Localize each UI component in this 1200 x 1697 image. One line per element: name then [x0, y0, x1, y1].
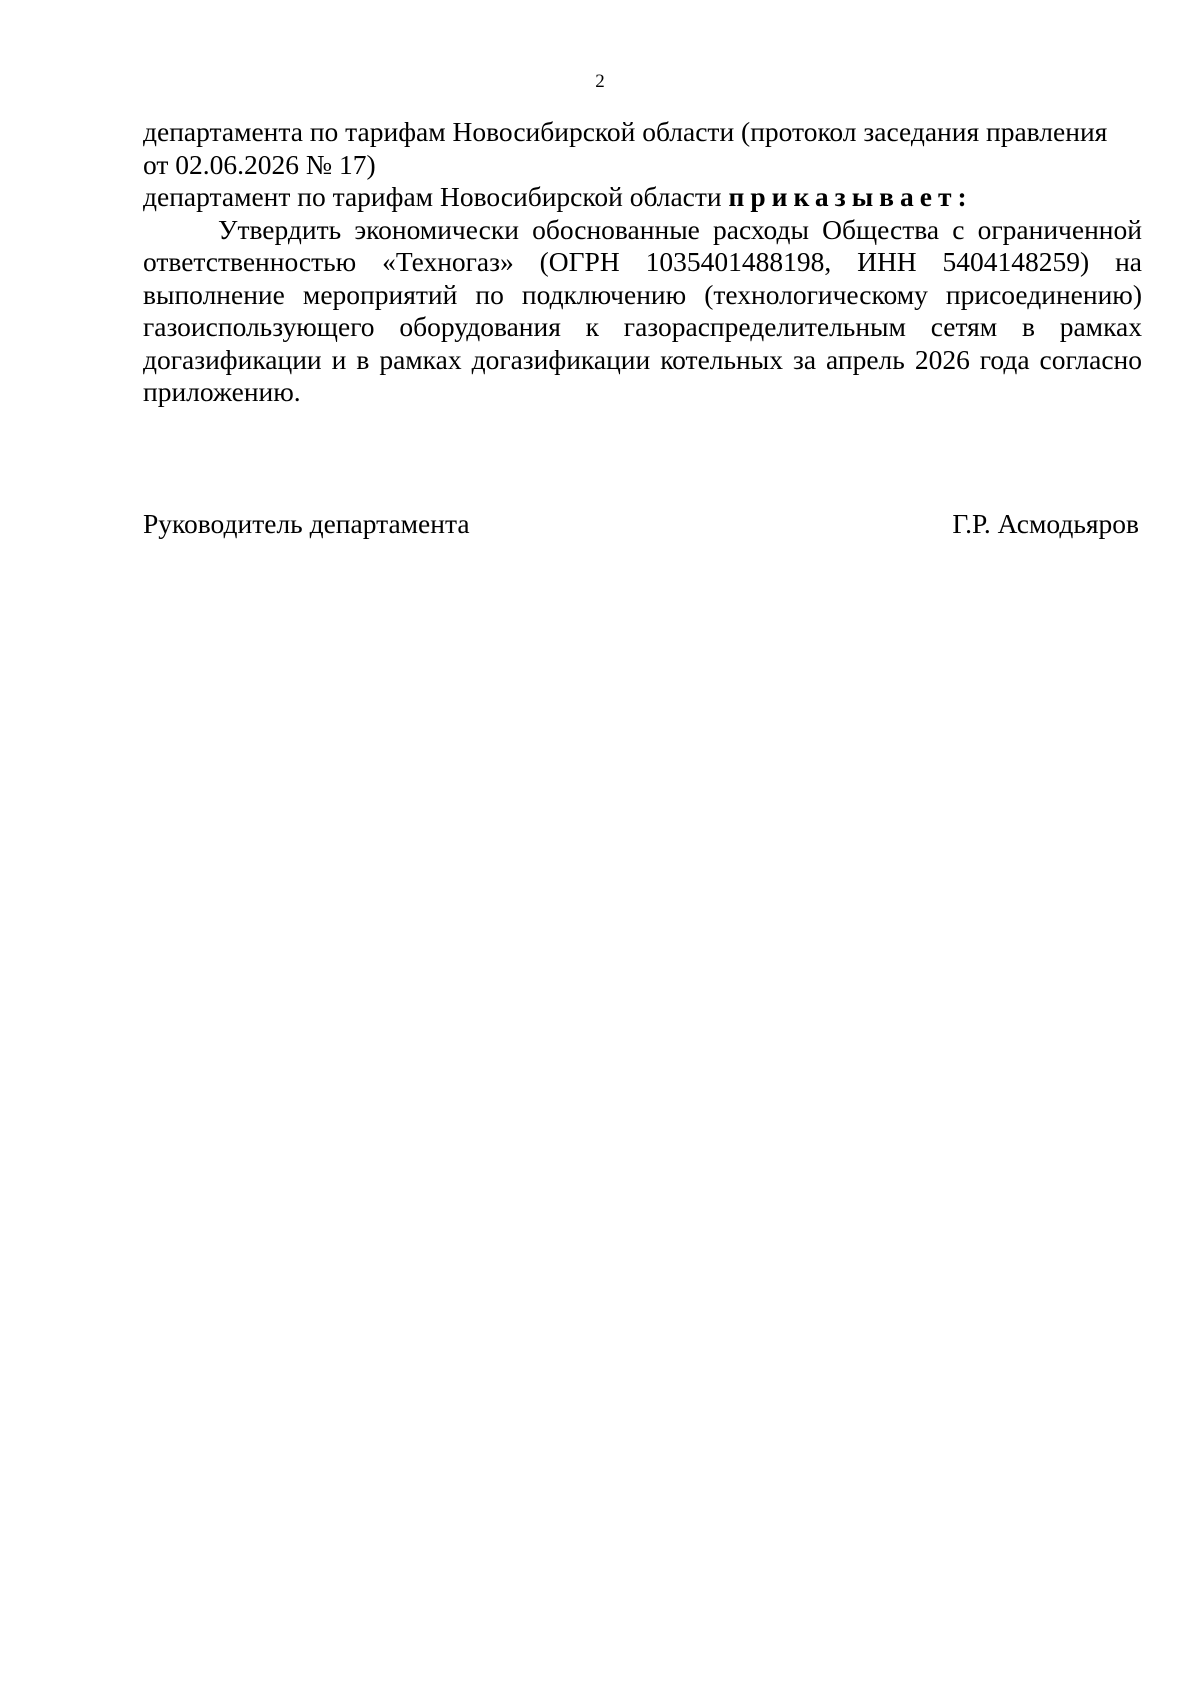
preamble-line-2: от 02.06.2026 № 17) — [143, 148, 376, 180]
order-clause — [143, 181, 1142, 214]
resolution-paragraph: Утвердить экономически обоснованные расходы Общества с ограниченной ответственностью «Техногаз» (ОГРН 1035401488198, ИНН 5404148259) на выполнение мероприятий по подключению (технологическому присоединению) газоиспользующего оборудования к газораспределительным сетям в рамках догазификации и в рамках догазификации котельных за апрель 2026 года согласно приложению. — [143, 213, 1142, 407]
preamble-line-1: департамента по тарифам Новосибирской области (протокол заседания правления — [143, 116, 1108, 147]
signature-block — [143, 508, 1142, 544]
order-verb: приказывает: — [728, 181, 973, 212]
document-body — [143, 116, 1142, 409]
signatory-position: Руководитель департамента — [143, 508, 470, 539]
signatory-name: Г.Р. Асмодьяров — [952, 508, 1139, 539]
page-number: 2 — [595, 71, 605, 92]
order-intro: департамент по тарифам Новосибирской области — [143, 181, 729, 212]
